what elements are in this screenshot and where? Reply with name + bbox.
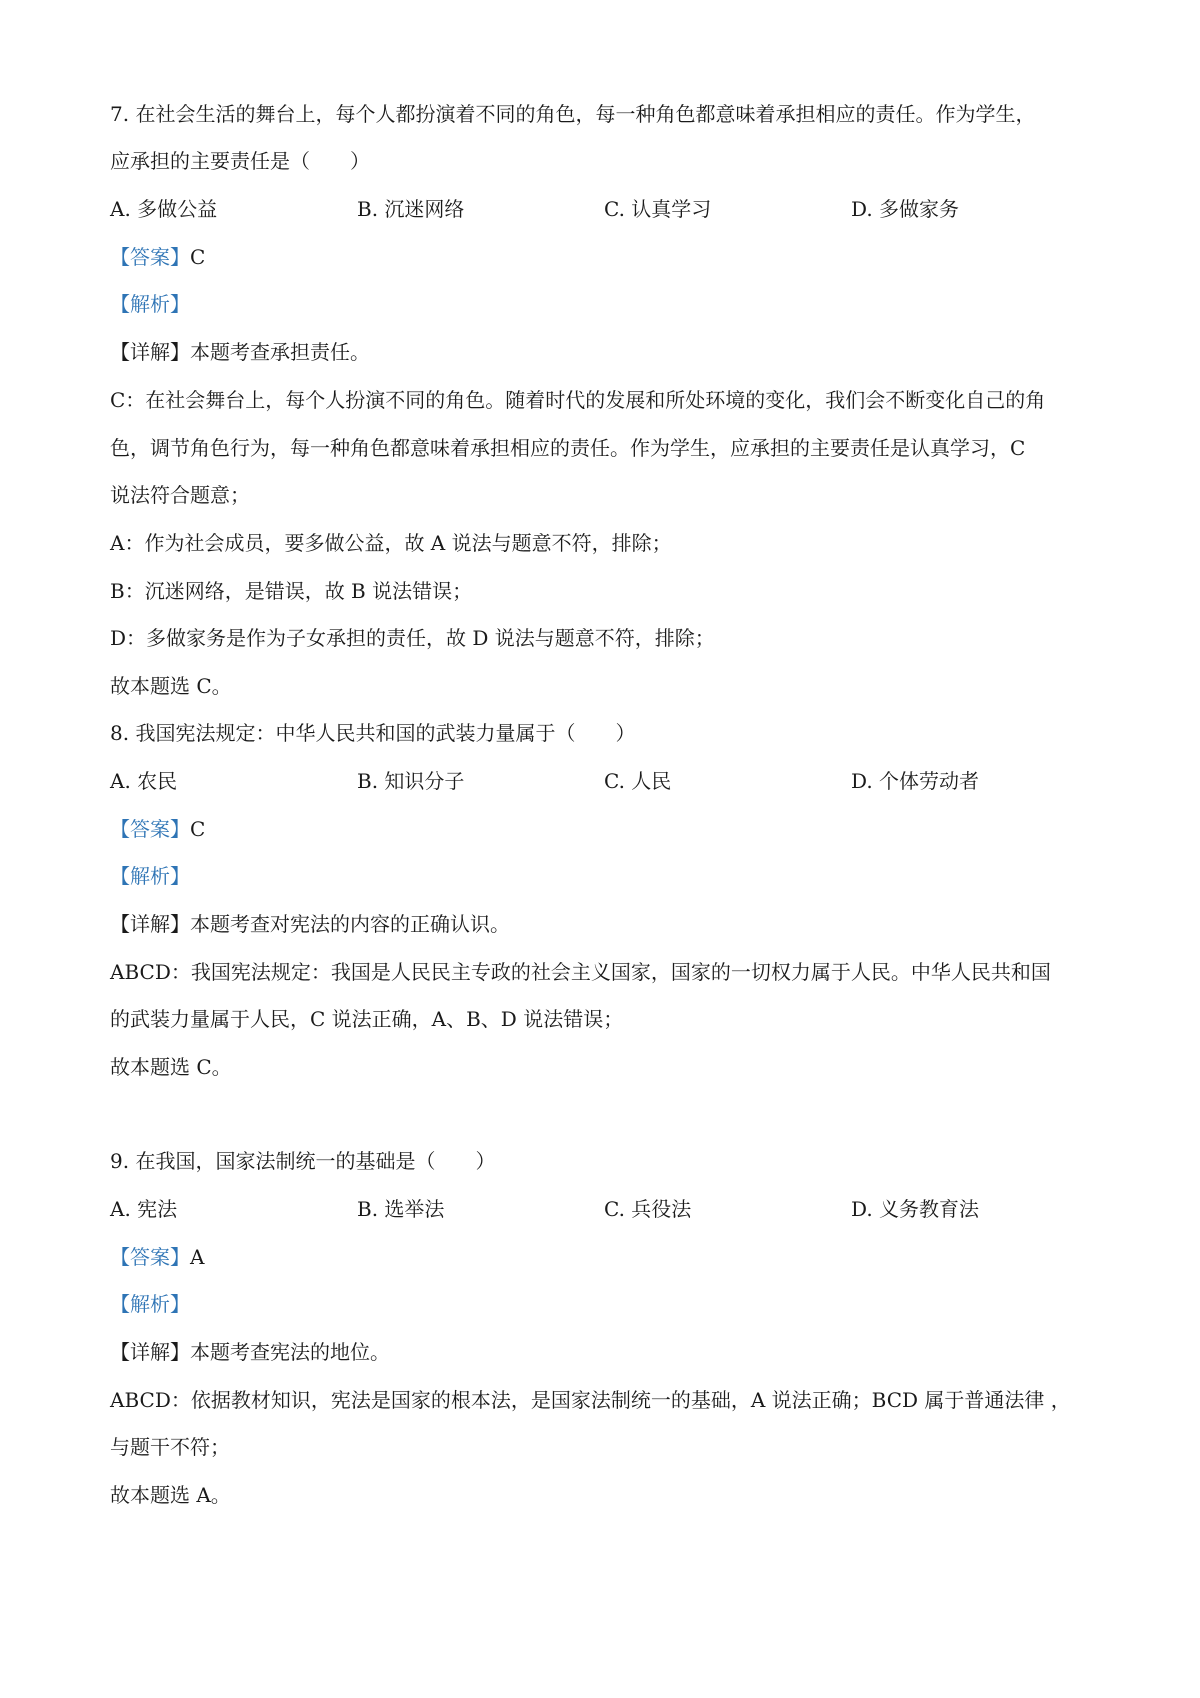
question-7-explanation-line-2: 色，调节角色行为，每一种角色都意味着承担相应的责任。作为学生，应承担的主要责任是认真学习，C [110,436,1026,460]
question-7-stem-line-1: 7. 在社会生活的舞台上，每个人都扮演着不同的角色，每一种角色都意味着承担相应的责任。作为学生， [110,102,1036,126]
question-7-detail: 【详解】本题考查承担责任。 [110,340,370,364]
answer-value: C [190,245,206,269]
question-7-answer [110,243,1100,271]
question-8-analysis-tag: 【解析】 [110,864,190,888]
answer-value: A [190,1245,205,1269]
question-7-option-c: C. 认真学习 [604,197,712,221]
question-7-stem-line-2: 应承担的主要责任是（ ） [110,149,370,173]
question-7-explanation-line-5: B：沉迷网络，是错误，故 B 说法错误； [110,579,473,603]
question-9-option-a: A. 宪法 [110,1197,178,1221]
answer-tag: 【答案】 [110,245,190,269]
question-8-explanation-line-3: 故本题选 C。 [110,1055,232,1079]
question-9-explanation-line-3: 故本题选 A。 [110,1483,231,1507]
question-9-option-c: C. 兵役法 [604,1197,692,1221]
question-8-answer [110,815,1100,843]
question-9-stem-line-1: 9. 在我国，国家法制统一的基础是（ ） [110,1149,496,1173]
question-7-explanation-line-4: A：作为社会成员，要多做公益，故 A 说法与题意不符，排除； [110,531,672,555]
question-8-stem-line-1: 8. 我国宪法规定：中华人民共和国的武装力量属于（ ） [110,721,636,745]
question-9-explanation-line-1: ABCD：依据教材知识，宪法是国家的根本法，是国家法制统一的基础，A 说法正确；BCD 属于普通法律 ， [110,1388,1071,1412]
question-8-option-d: D. 个体劳动者 [851,769,980,793]
question-7-analysis-tag: 【解析】 [110,292,190,316]
question-7-option-a: A. 多做公益 [110,197,218,221]
question-9-answer [110,1243,1100,1271]
question-8-option-a: A. 农民 [110,769,178,793]
question-9-analysis-tag: 【解析】 [110,1292,190,1316]
question-8-explanation-line-1: ABCD：我国宪法规定：我国是人民民主专政的社会主义国家，国家的一切权力属于人民。中华人民共和国 [110,960,1051,984]
question-7-option-b: B. 沉迷网络 [357,197,465,221]
answer-tag: 【答案】 [110,817,190,841]
answer-tag: 【答案】 [110,1245,190,1269]
question-9-explanation-line-2: 与题干不符； [110,1435,230,1459]
question-7-explanation-line-7: 故本题选 C。 [110,674,232,698]
question-8-option-b: B. 知识分子 [357,769,465,793]
question-8-explanation-line-2: 的武装力量属于人民，C 说法正确，A、B、D 说法错误； [110,1007,624,1031]
question-7-option-d: D. 多做家务 [851,197,960,221]
question-8-detail: 【详解】本题考查对宪法的内容的正确认识。 [110,912,510,936]
question-9-option-b: B. 选举法 [357,1197,445,1221]
question-7-explanation-line-3: 说法符合题意； [110,483,250,507]
question-7-explanation-line-6: D：多做家务是作为子女承担的责任，故 D 说法与题意不符，排除； [110,626,715,650]
question-9-detail: 【详解】本题考查宪法的地位。 [110,1340,390,1364]
question-7-explanation-line-1: C：在社会舞台上，每个人扮演不同的角色。随着时代的发展和所处环境的变化，我们会不断变化自己的角 [110,388,1046,412]
answer-value: C [190,817,206,841]
question-9-option-d: D. 义务教育法 [851,1197,980,1221]
question-8-option-c: C. 人民 [604,769,672,793]
